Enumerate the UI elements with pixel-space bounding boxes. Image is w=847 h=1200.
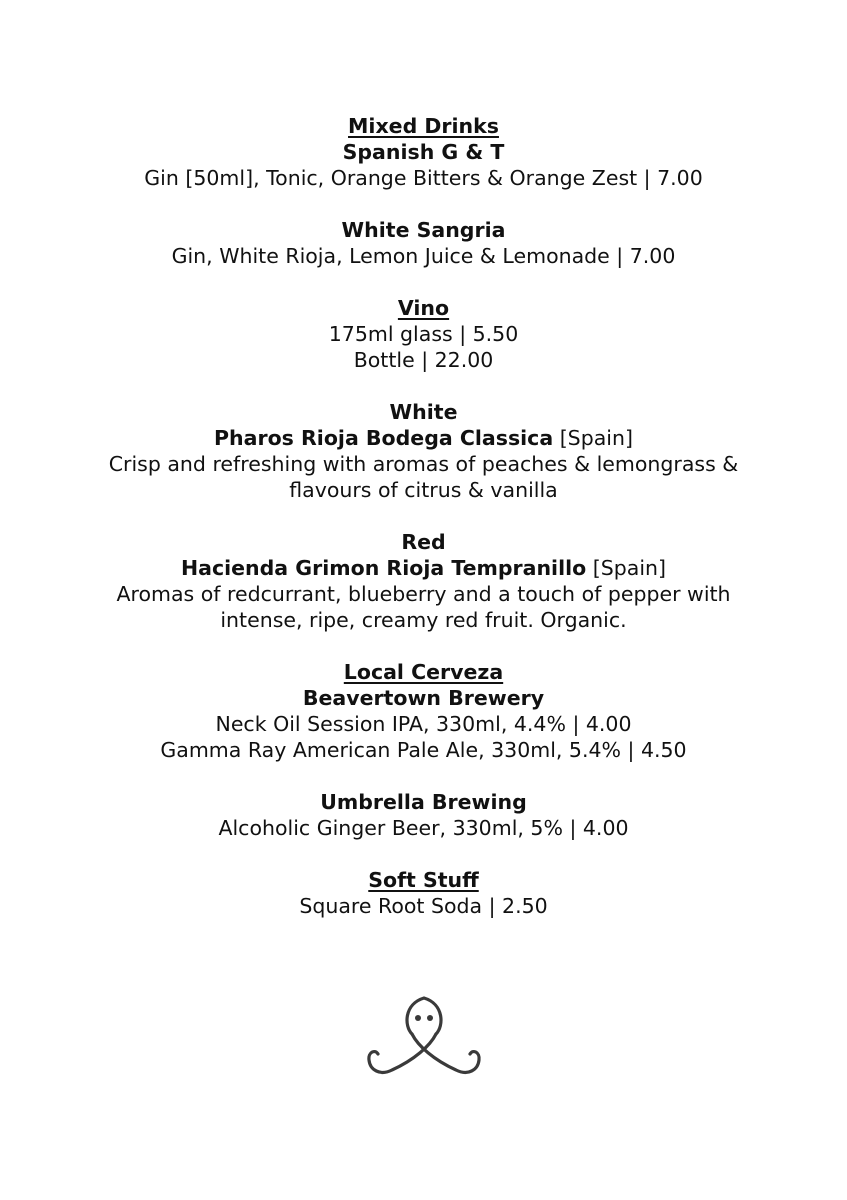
beer-item: Alcoholic Ginger Beer, 330ml, 5% | 4.00 (218, 816, 629, 840)
drink-description: Gin [50ml], Tonic, Orange Bitters & Orange Zest | 7.00 (144, 166, 703, 190)
white-wine-description: Crisp and refreshing with aromas of peaches & lemongrass & (108, 452, 739, 476)
brewery-name: Beavertown Brewery (302, 686, 545, 710)
red-wine-label: Red (401, 530, 446, 554)
red-wine-title (0, 555, 847, 581)
soft-drink-item: Square Root Soda | 2.50 (299, 894, 548, 918)
vino-heading: Vino (397, 296, 450, 320)
brewery-name: Umbrella Brewing (320, 790, 527, 814)
white-wine-title (0, 425, 847, 451)
drink-description: Gin, White Rioja, Lemon Juice & Lemonade | 7.00 (171, 244, 676, 268)
local-cerveza-heading: Local Cerveza (343, 660, 504, 684)
red-wine-name: Hacienda Grimon Rioja Tempranillo (180, 556, 587, 580)
wine-price-glass: 175ml glass | 5.50 (328, 322, 519, 346)
wine-price-bottle: Bottle | 22.00 (353, 348, 494, 372)
drink-name: Spanish G & T (342, 140, 505, 164)
white-wine-name: Pharos Rioja Bodega Classica (214, 426, 554, 450)
red-wine-description: Aromas of redcurrant, blueberry and a touch of pepper with (116, 582, 731, 606)
white-wine-origin: [Spain] (553, 426, 633, 450)
red-wine-origin: [Spain] (586, 556, 667, 580)
red-wine-description: intense, ripe, creamy red fruit. Organic. (220, 608, 627, 632)
mixed-drinks-heading: Mixed Drinks (348, 114, 499, 138)
beer-item: Neck Oil Session IPA, 330ml, 4.4% | 4.00 (215, 712, 632, 736)
soft-stuff-heading: Soft Stuff (368, 868, 479, 892)
drink-name: White Sangria (341, 218, 506, 242)
beer-item: Gamma Ray American Pale Ale, 330ml, 5.4% | 4.50 (160, 738, 687, 762)
octopus-logo-icon (360, 990, 488, 1086)
white-wine-description: flavours of citrus & vanilla (289, 478, 558, 502)
white-wine-label: White (389, 400, 458, 424)
